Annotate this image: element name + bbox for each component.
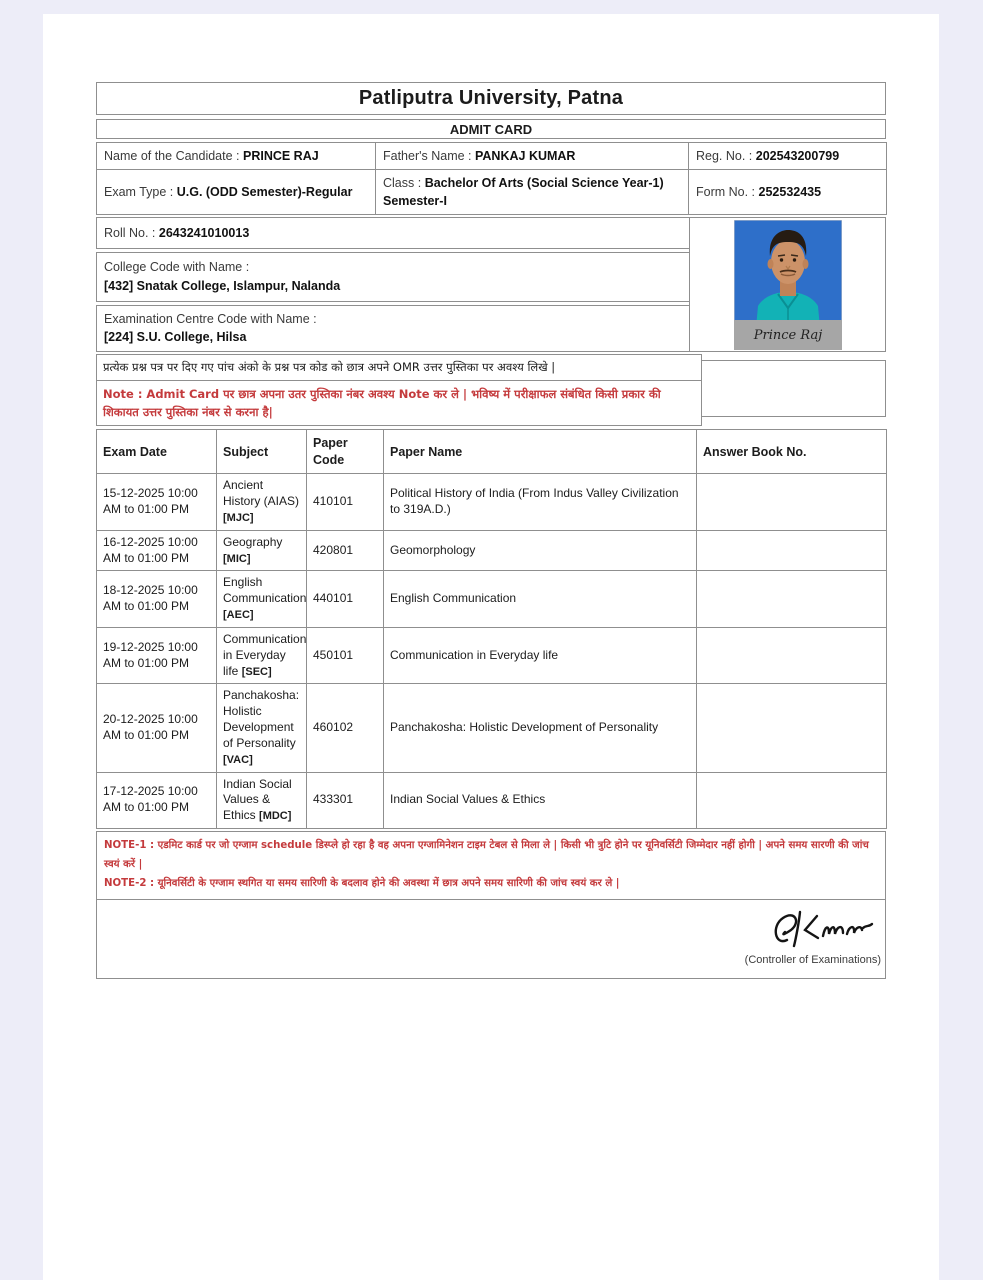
paper-code-cell: 450101 <box>307 627 384 683</box>
college-cell <box>96 252 690 302</box>
form-no-cell <box>689 170 887 215</box>
father-name-label: Father's Name : <box>383 149 475 163</box>
subject-tag: [VAC] <box>223 753 253 766</box>
subject-tag: [MIC] <box>223 552 251 565</box>
subject-tag: [MDC] <box>259 810 292 823</box>
candidate-name-cell <box>97 143 376 170</box>
paper-name-cell: Communication in Everyday life <box>384 627 697 683</box>
subject-text: Geography <box>223 534 283 549</box>
controller-signature-caption: (Controller of Examinations) <box>744 953 881 966</box>
class-cell <box>376 170 689 215</box>
exam-date-cell: 20-12-2025 10:00 AM to 01:00 PM <box>97 684 217 772</box>
instructions-column <box>96 354 702 426</box>
admit-card-heading: ADMIT CARD <box>449 121 533 137</box>
university-title-bar <box>96 82 886 115</box>
exam-centre-value: [224] S.U. College, Hilsa <box>104 330 247 345</box>
paper-code-cell: 420801 <box>307 530 384 571</box>
controller-signature-image <box>765 906 875 952</box>
exam-type-value: U.G. (ODD Semester)-Regular <box>176 185 353 200</box>
paper-name-cell: English Communication <box>384 571 697 627</box>
admit-card-heading-bar <box>96 119 886 139</box>
subject-cell <box>217 684 307 772</box>
subject-cell <box>217 530 307 571</box>
paper-name-cell: Indian Social Values & Ethics <box>384 772 697 828</box>
subject-cell <box>217 627 307 683</box>
paper-code-cell: 433301 <box>307 772 384 828</box>
college-label: College Code with Name : <box>104 260 250 275</box>
exam-date-cell: 15-12-2025 10:00 AM to 01:00 PM <box>97 474 217 530</box>
candidate-name-value: PRINCE RAJ <box>242 149 319 163</box>
answer-book-cell <box>697 684 887 772</box>
paper-code-cell: 410101 <box>307 474 384 530</box>
omr-instruction: प्रत्येक प्रश्न पत्र पर दिए गए पांच अंको के प्रश्न पत्र कोड को छात्र अपने OMR उत्तर पुस्तिका पर अवश्य लिखे | <box>96 354 702 381</box>
class-label: Class : <box>383 176 425 191</box>
photo-cell <box>689 217 886 352</box>
paper-name-cell: Political History of India (From Indus Valley Civilization to 319A.D.) <box>384 474 697 530</box>
candidate-name-label: Name of the Candidate : <box>104 149 243 163</box>
answer-book-cell <box>697 530 887 571</box>
paper-code-cell: 460102 <box>307 684 384 772</box>
roll-college-centre-column <box>96 217 690 352</box>
roll-no-value: 2643241010013 <box>158 226 250 240</box>
subject-tag: [AEC] <box>223 609 254 622</box>
candidate-photo <box>734 220 842 350</box>
exam-table-header-row <box>97 430 887 474</box>
table-row <box>97 170 887 215</box>
subject-cell <box>217 772 307 828</box>
exam-date-cell: 18-12-2025 10:00 AM to 01:00 PM <box>97 571 217 627</box>
footer-notes <box>96 831 886 900</box>
subject-tag: [MJC] <box>223 511 254 524</box>
subject-cell <box>217 474 307 530</box>
signature-section <box>96 899 886 979</box>
exam-centre-cell <box>96 305 690 352</box>
father-name-value: PANKAJ KUMAR <box>475 149 576 163</box>
roll-no-cell <box>96 217 690 249</box>
college-value: [432] Snatak College, Islampur, Nalanda <box>104 279 341 294</box>
header-subject: Subject <box>217 430 307 474</box>
table-row <box>97 627 887 683</box>
answer-book-blank-cell <box>701 360 886 417</box>
instructions-section <box>96 354 886 426</box>
subject-text: English Communication <box>223 575 307 606</box>
subject-text: Communication in Everyday life <box>223 631 307 678</box>
subject-text: Panchakosha: Holistic Development of Personality <box>223 688 300 750</box>
answer-book-cell <box>697 474 887 530</box>
table-row <box>97 772 887 828</box>
paper-name-cell: Panchakosha: Holistic Development of Personality <box>384 684 697 772</box>
reg-no-value: 202543200799 <box>755 149 840 163</box>
table-row <box>97 474 887 530</box>
admit-card <box>96 82 886 979</box>
exam-type-cell <box>97 170 376 215</box>
answer-book-cell <box>697 571 887 627</box>
paper-code-cell: 440101 <box>307 571 384 627</box>
father-name-cell <box>376 143 689 170</box>
subject-text: Ancient History (AIAS) <box>223 478 300 509</box>
header-answer-book: Answer Book No. <box>697 430 887 474</box>
header-paper-name: Paper Name <box>384 430 697 474</box>
document-sheet <box>43 14 939 1280</box>
footer-note-2: NOTE-2 : यूनिवर्सिटी के एग्जाम स्थगित या समय सारिणी के बदलाव होने की अवस्था में छात्र अपने समय सारिणी की जांच स्वयं कर ले | <box>104 877 620 889</box>
answer-book-cell <box>697 772 887 828</box>
exam-date-cell: 17-12-2025 10:00 AM to 01:00 PM <box>97 772 217 828</box>
exam-date-cell: 16-12-2025 10:00 AM to 01:00 PM <box>97 530 217 571</box>
exam-centre-label: Examination Centre Code with Name : <box>104 311 317 326</box>
table-row <box>97 143 887 170</box>
class-value: Bachelor Of Arts (Social Science Year-1) Semester-I <box>383 176 664 209</box>
table-row <box>97 571 887 627</box>
exam-date-cell: 19-12-2025 10:00 AM to 01:00 PM <box>97 627 217 683</box>
table-row <box>97 684 887 772</box>
paper-name-cell: Geomorphology <box>384 530 697 571</box>
table-row <box>97 530 887 571</box>
roll-and-photo-section <box>96 217 886 352</box>
form-no-label: Form No. : <box>696 185 759 200</box>
photo-signature-text: Prince Raj <box>753 327 822 343</box>
answer-book-cell <box>697 627 887 683</box>
subject-text: Indian Social Values & Ethics <box>223 776 292 823</box>
reg-no-cell <box>689 143 887 170</box>
header-paper-code: Paper Code <box>307 430 384 474</box>
footer-note-1: NOTE-1 : एडमिट कार्ड पर जो एग्जाम schedule डिस्प्ले हो रहा है वह अपना एग्जामिनेशन टाइम टेबल से मिला ले | किसी भी त्रुटि होने पर यूनिवर्सिटी जिम्मेदार नहीं होगी | अपने समय सारणी की जांच स्वयं करें | <box>104 840 869 870</box>
header-exam-date: Exam Date <box>97 430 217 474</box>
reg-no-label: Reg. No. : <box>696 149 756 163</box>
exam-schedule-table <box>96 429 887 829</box>
roll-no-label: Roll No. : <box>104 226 159 240</box>
university-title: Patliputra University, Patna <box>358 87 624 109</box>
subject-tag: [SEC] <box>241 665 272 678</box>
candidate-info-table <box>96 142 887 215</box>
subject-cell <box>217 571 307 627</box>
exam-type-label: Exam Type : <box>104 185 177 200</box>
form-no-value: 252532435 <box>758 185 822 200</box>
admit-card-red-note: Note : Admit Card पर छात्र अपना उतर पुस्तिका नंबर अवश्य Note कर ले | भविष्य में परीक्षाफल संबंधित किसी प्रकार की शिकायत उत्तर पुस्तिका नंबर से करना है| <box>96 380 702 427</box>
